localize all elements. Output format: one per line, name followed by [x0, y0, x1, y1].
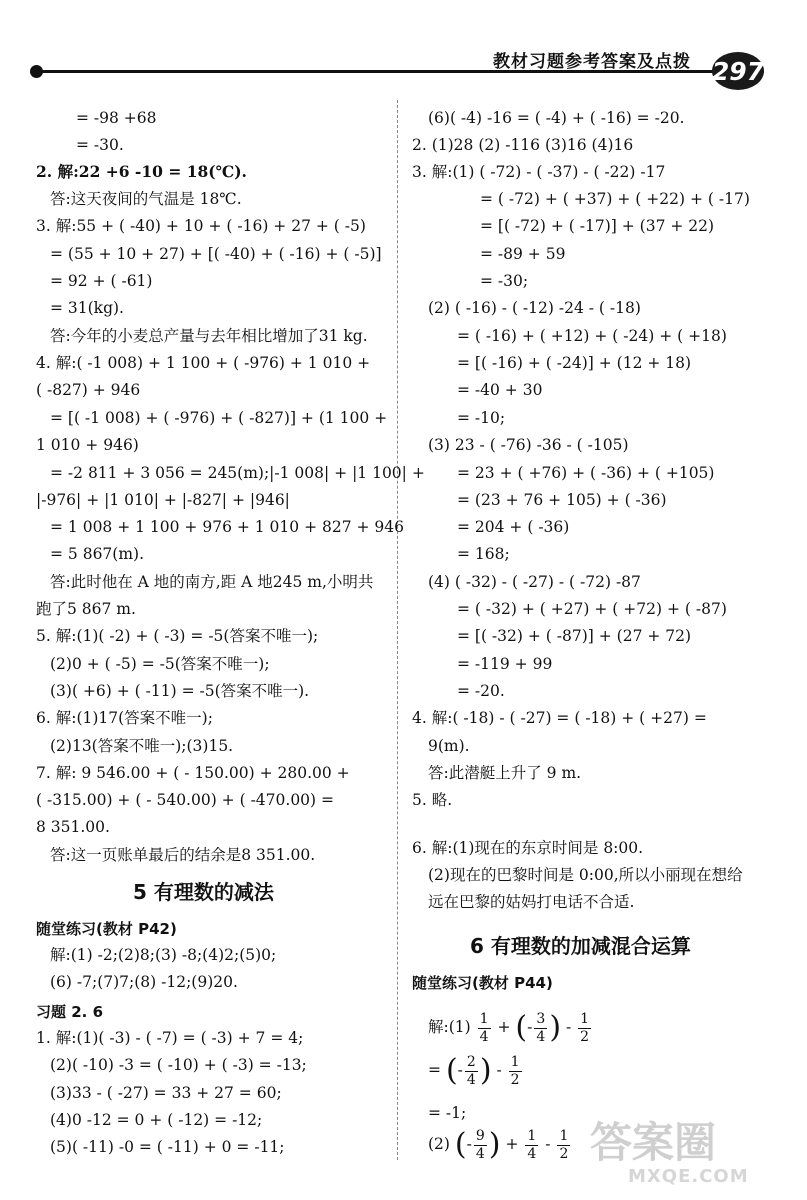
- left-line: = [( -1 008) + ( -976) + ( -827)] + (1 100 +: [50, 409, 388, 427]
- fraction: [578, 1011, 591, 1046]
- left-line: = 92 + ( -61): [50, 272, 153, 290]
- right-line: = -119 + 99: [457, 655, 553, 673]
- paren: ): [549, 1010, 562, 1045]
- right-line: (3) 23 - ( -76) -36 - ( -105): [428, 436, 629, 454]
- math-text: +: [497, 1018, 511, 1036]
- fraction: [474, 1128, 487, 1163]
- math-line: = -1;: [428, 1104, 467, 1122]
- denominator: 4: [527, 1145, 537, 1162]
- right-line: (4) ( -32) - ( -27) - ( -72) -87: [428, 573, 641, 591]
- denominator: 2: [510, 1071, 520, 1088]
- right-line: 4. 解:( -18) - ( -27) = ( -18) + ( +27) =: [412, 709, 707, 727]
- denominator: 2: [559, 1145, 569, 1162]
- left-line: 6. 解:(1)17(答案不唯一);: [36, 709, 213, 727]
- paren: (: [445, 1053, 458, 1088]
- math-text: -: [545, 1135, 551, 1153]
- denominator: 4: [536, 1028, 546, 1045]
- denominator: 4: [475, 1145, 485, 1162]
- left-line: 5. 解:(1)( -2) + ( -3) = -5(答案不唯一);: [36, 627, 319, 645]
- left-line: 2. 解:22 +6 -10 = 18(℃).: [36, 162, 247, 181]
- left-line: = 1 008 + 1 100 + 976 + 1 010 + 827 + 946: [50, 518, 404, 536]
- left-line: 1 010 + 946): [36, 436, 139, 454]
- right-line: (2)现在的巴黎时间是 0:00,所以小丽现在想给: [428, 866, 743, 884]
- right-line: = 23 + ( +76) + ( -36) + ( +105): [457, 464, 715, 482]
- exercise-label: 习题 2. 6: [36, 1003, 104, 1021]
- left-line: ( -315.00) + ( - 540.00) + ( -470.00) =: [36, 791, 335, 809]
- watermark-url: MXQE.COM: [628, 1166, 749, 1187]
- practice-label: 随堂练习(教材 P44): [412, 974, 553, 992]
- numerator: 1: [527, 1127, 537, 1144]
- denominator: 4: [479, 1028, 489, 1045]
- right-line: = -10;: [457, 409, 506, 427]
- math-text: -: [527, 1018, 533, 1036]
- right-line: 答:此潜艇上升了 9 m.: [428, 764, 582, 782]
- right-line: 5. 略.: [412, 791, 453, 809]
- section-title: 5 有理数的减法: [133, 880, 274, 904]
- denominator: 2: [580, 1028, 590, 1045]
- right-line: = ( -16) + ( +12) + ( -24) + ( +18): [457, 327, 727, 345]
- denominator: 4: [466, 1071, 476, 1088]
- left-line: 7. 解: 9 546.00 + ( - 150.00) + 280.00 +: [36, 764, 350, 782]
- left-line: (3)( +6) + ( -11) = -5(答案不唯一).: [50, 682, 310, 700]
- right-line: = -40 + 30: [457, 381, 543, 399]
- left-line: = (55 + 10 + 27) + [( -40) + ( -16) + ( -5)]: [50, 245, 382, 263]
- right-line: 3. 解:(1) ( -72) - ( -37) - ( -22) -17: [412, 163, 666, 181]
- right-line: (2) ( -16) - ( -12) -24 - ( -18): [428, 299, 641, 317]
- numerator: 9: [475, 1127, 485, 1144]
- left-line: 8 351.00.: [36, 818, 110, 836]
- right-line: = [( -32) + ( -87)] + (27 + 72): [457, 627, 692, 645]
- left-line: 3. 解:55 + ( -40) + 10 + ( -16) + 27 + ( -5): [36, 217, 366, 235]
- left-line: = 31(kg).: [50, 299, 124, 317]
- paren: (: [515, 1010, 528, 1045]
- exercise-line: (4)0 -12 = 0 + ( -12) = -12;: [50, 1111, 263, 1129]
- left-line: = -30.: [76, 136, 124, 154]
- fraction: [465, 1054, 478, 1089]
- right-line: = ( -72) + ( +37) + ( +22) + ( -17): [480, 190, 750, 208]
- left-line: = -98 +68: [76, 109, 157, 127]
- math-text: +: [505, 1135, 519, 1153]
- exercise-line: (2)( -10) -3 = ( -10) + ( -3) = -13;: [50, 1056, 307, 1074]
- math-text: =: [428, 1061, 441, 1079]
- left-line: = -2 811 + 3 056 = 245(m);|-1 008| + |1 100| +: [50, 464, 425, 482]
- math-text: -: [457, 1061, 463, 1079]
- right-line: = -89 + 59: [480, 245, 566, 263]
- numerator: 1: [510, 1053, 520, 1070]
- left-line: (2)0 + ( -5) = -5(答案不唯一);: [50, 655, 270, 673]
- right-line: 9(m).: [428, 737, 470, 755]
- numerator: 1: [479, 1010, 489, 1027]
- math-text: (2): [428, 1135, 450, 1153]
- right-line: (6)( -4) -16 = ( -4) + ( -16) = -20.: [428, 109, 685, 127]
- math-text: -: [466, 1135, 472, 1153]
- watermark: [590, 1110, 790, 1190]
- left-line: 4. 解:( -1 008) + 1 100 + ( -976) + 1 010 +: [36, 354, 371, 372]
- page-number-badge: 297: [712, 52, 764, 90]
- right-line: 远在巴黎的姑妈打电话不合适.: [428, 893, 635, 911]
- math-line: [428, 1010, 593, 1046]
- left-line: ( -827) + 946: [36, 381, 141, 399]
- numerator: 3: [536, 1010, 546, 1027]
- right-line: 2. (1)28 (2) -116 (3)16 (4)16: [412, 136, 634, 154]
- paren: ): [488, 1127, 501, 1162]
- right-line: = 204 + ( -36): [457, 518, 570, 536]
- left-line: 答:这天夜间的气温是 18℃.: [50, 190, 242, 208]
- right-line: = -30;: [480, 272, 529, 290]
- right-line: 6. 解:(1)现在的东京时间是 8:00.: [412, 839, 644, 857]
- left-line: 跑了5 867 m.: [36, 600, 136, 618]
- right-line: = (23 + 76 + 105) + ( -36): [457, 491, 667, 509]
- exercise-line: 1. 解:(1)( -3) - ( -7) = ( -3) + 7 = 4;: [36, 1029, 304, 1047]
- left-line: 答:这一页账单最后的结余是8 351.00.: [50, 846, 316, 864]
- math-text: -: [565, 1018, 572, 1036]
- right-line: = [( -72) + ( -17)] + (37 + 22): [480, 217, 715, 235]
- right-line: = -20.: [457, 682, 505, 700]
- numerator: 1: [580, 1010, 590, 1027]
- fraction: [478, 1011, 491, 1046]
- math-line: [428, 1127, 572, 1163]
- left-line: |-976| + |1 010| + |-827| + |946|: [36, 491, 290, 509]
- left-line: (2)13(答案不唯一);(3)15.: [50, 737, 234, 755]
- fraction: [557, 1128, 570, 1163]
- math-line: [428, 1053, 524, 1089]
- right-line: = [( -16) + ( -24)] + (12 + 18): [457, 354, 692, 372]
- column-divider: [397, 100, 399, 1160]
- practice-line: 解:(1) -2;(2)8;(3) -8;(4)2;(5)0;: [50, 946, 277, 964]
- section-title: 6 有理数的加减混合运算: [470, 934, 691, 958]
- header-title: 教材习题参考答案及点拨: [493, 52, 691, 72]
- paren: (: [454, 1127, 467, 1162]
- numerator: 1: [559, 1127, 569, 1144]
- practice-label: 随堂练习(教材 P42): [36, 920, 177, 938]
- math-text: 解:(1): [428, 1018, 471, 1036]
- exercise-line: (3)33 - ( -27) = 33 + 27 = 60;: [50, 1084, 282, 1102]
- right-line: = 168;: [457, 545, 510, 563]
- left-line: = 5 867(m).: [50, 545, 145, 563]
- math-text: -: [496, 1061, 502, 1079]
- numerator: 2: [466, 1053, 476, 1070]
- left-line: 答:今年的小麦总产量与去年相比增加了31 kg.: [50, 327, 368, 345]
- exercise-line: (5)( -11) -0 = ( -11) + 0 = -11;: [50, 1138, 285, 1156]
- fraction: [525, 1128, 538, 1163]
- watermark-text: 答案圈: [590, 1118, 717, 1167]
- practice-line: (6) -7;(7)7;(8) -12;(9)20.: [50, 973, 238, 991]
- right-line: = ( -32) + ( +27) + ( +72) + ( -87): [457, 600, 727, 618]
- fraction: [534, 1011, 547, 1046]
- fraction: [509, 1054, 522, 1089]
- left-line: 答:此时他在 A 地的南方,距 A 地245 m,小明共: [50, 573, 374, 591]
- paren: ): [479, 1053, 492, 1088]
